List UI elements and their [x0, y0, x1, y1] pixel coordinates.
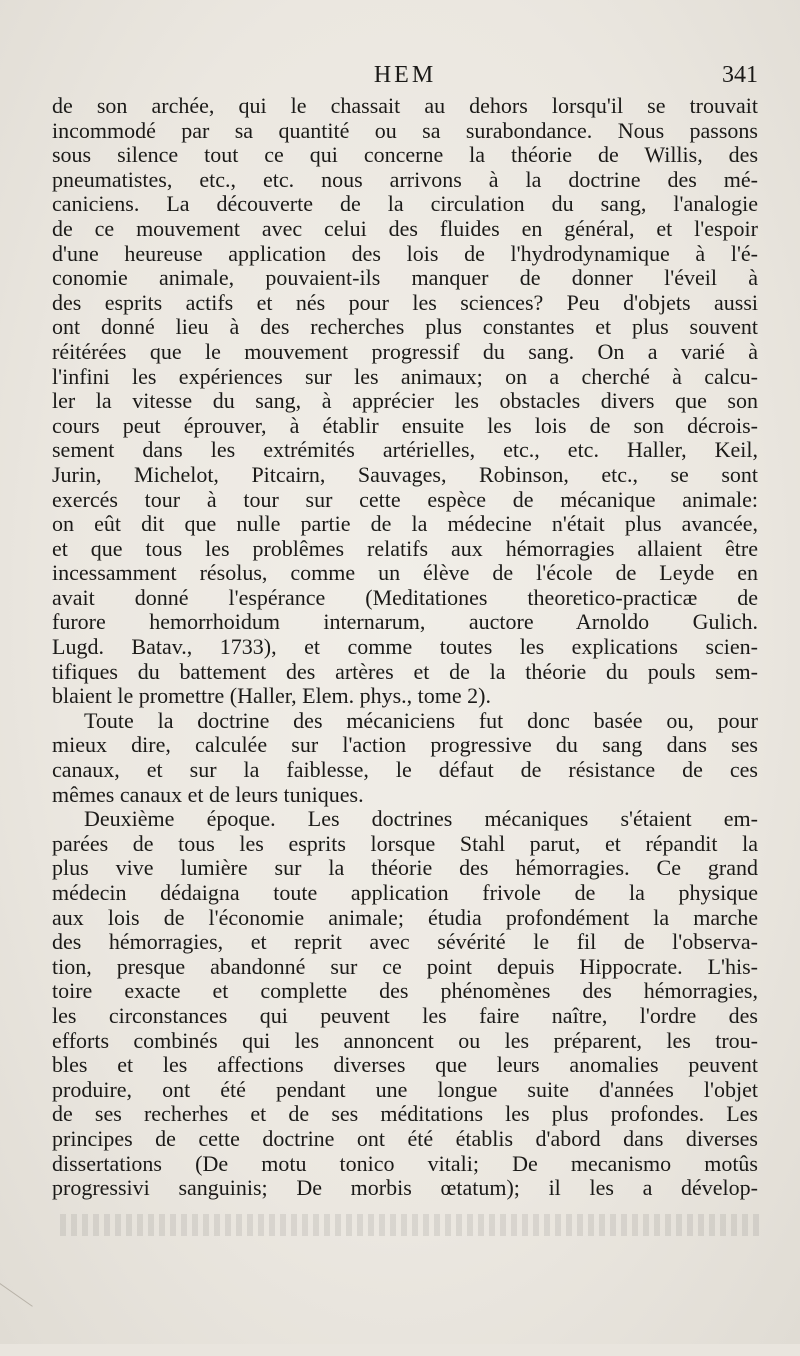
text-line: caniciens. La découverte de la circulation du sang, l'analogie	[52, 191, 758, 217]
text-line: aux lois de l'économie animale; étudia profondément la marche	[52, 904, 758, 930]
text-line: canaux, et sur la faiblesse, le défaut de résistance de ces	[52, 757, 758, 783]
text-line: toire exacte et complette des phénomènes des hémorragies,	[52, 978, 758, 1004]
paragraph-doctrine	[52, 709, 758, 807]
text-line: Toute la doctrine des mécaniciens fut donc basée ou, pour	[84, 707, 758, 733]
running-head: HEM	[373, 62, 437, 88]
text-line: furore hemorrhoidum internarum, auctore Arnoldo Gulich.	[52, 609, 758, 635]
text-line: des hémorragies, et reprit avec sévérité le fil de l'observa-	[52, 929, 758, 955]
text-line: Jurin, Michelot, Pitcairn, Sauvages, Robinson, etc., se sont	[52, 461, 758, 487]
text-line: bles et les affections diverses que leurs anomalies peuvent	[52, 1052, 758, 1078]
text-line: de ses recherhes et de ses méditations les plus profondes. Les	[52, 1101, 758, 1127]
text-line: pneumatistes, etc., etc. nous arrivons à la doctrine des mé-	[52, 166, 758, 192]
page-header	[52, 60, 758, 96]
text-line: dissertations (De motu tonico vitali; De mecanismo motûs	[52, 1150, 758, 1176]
text-line: Deuxième époque. Les doctrines mécaniques s'étaient em-	[84, 806, 758, 832]
text-line: mieux dire, calculée sur l'action progressive du sang dans ses	[52, 732, 758, 758]
text-line: l'infini les expériences sur les animaux; on a cherché à calcu-	[52, 363, 758, 389]
text-line: médecin dédaigna toute application frivole de la physique	[52, 880, 758, 905]
text-line: produire, ont été pendant une longue suite d'années l'objet	[52, 1076, 758, 1102]
page-number: 341	[722, 62, 758, 88]
text-line: d'une heureuse application des lois de l'hydrodynamique à l'é-	[52, 240, 758, 266]
paragraph-deuxieme-epoque	[52, 807, 758, 1201]
text-line: tion, presque abandonné sur ce point depuis Hippocrate. L'his-	[52, 953, 758, 979]
text-line: et que tous les problêmes relatifs aux hémorragies allaient être	[52, 535, 758, 561]
paragraph-mecaniciens	[52, 94, 758, 709]
text-line: conomie animale, pouvaient-ils manquer de donner l'éveil à	[52, 265, 758, 291]
page-corner-edge	[0, 1283, 33, 1356]
text-line: ler la vitesse du sang, à apprécier les obstacles divers que son	[52, 388, 758, 414]
text-line: incommodé par sa quantité ou sa surabondance. Nous passons	[52, 117, 758, 143]
text-line: de son archée, qui le chassait au dehors lorsqu'il se trouvait	[52, 93, 758, 118]
text-line: tifiques du battement des artères et de la théorie du pouls sem-	[52, 658, 758, 684]
text-line: des esprits actifs et nés pour les sciences? Peu d'objets aussi	[52, 289, 758, 315]
text-line: Lugd. Batav., 1733), et comme toutes les explications scien-	[52, 634, 758, 660]
text-line: principes de cette doctrine ont été établis d'abord dans diverses	[52, 1125, 758, 1151]
text-line: de ce mouvement avec celui des fluides en général, et l'espoir	[52, 215, 758, 241]
text-line: mêmes canaux et de leurs tuniques.	[52, 781, 364, 807]
text-line: cours peut éprouver, à établir ensuite les lois de son décrois-	[52, 412, 758, 438]
text-line: réitérées que le mouvement progressif du sang. On a varié à	[52, 338, 758, 364]
text-line: incessamment résolus, comme un élève de l'école de Leyde en	[52, 560, 758, 586]
text-line: sous silence tout ce qui concerne la théorie de Willis, des	[52, 142, 758, 168]
text-line: exercés tour à tour sur cette espèce de mécanique animale:	[52, 486, 758, 512]
text-line: ont donné lieu à des recherches plus constantes et plus souvent	[52, 314, 758, 340]
bleed-through-shadow	[60, 1214, 760, 1236]
text-line: avait donné l'espérance (Meditationes theoretico-practicæ de	[52, 584, 758, 610]
text-line: parées de tous les esprits lorsque Stahl parut, et répandit la	[52, 830, 758, 856]
text-line: progressivi sanguinis; De morbis œtatum); il les a dévelop-	[52, 1175, 758, 1201]
text-line: les circonstances qui peuvent les faire naître, l'ordre des	[52, 1002, 758, 1028]
text-line: plus vive lumière sur la théorie des hémorragies. Ce grand	[52, 855, 758, 881]
body-text	[52, 94, 758, 1201]
text-line: efforts combinés qui les annoncent ou les préparent, les trou-	[52, 1027, 758, 1053]
text-line: sement dans les extrémités artérielles, etc., etc. Haller, Keil,	[52, 437, 758, 463]
text-line: blaient le promettre (Haller, Elem. phys., tome 2).	[52, 683, 491, 709]
text-line: on eût dit que nulle partie de la médecine n'était plus avancée,	[52, 511, 758, 537]
